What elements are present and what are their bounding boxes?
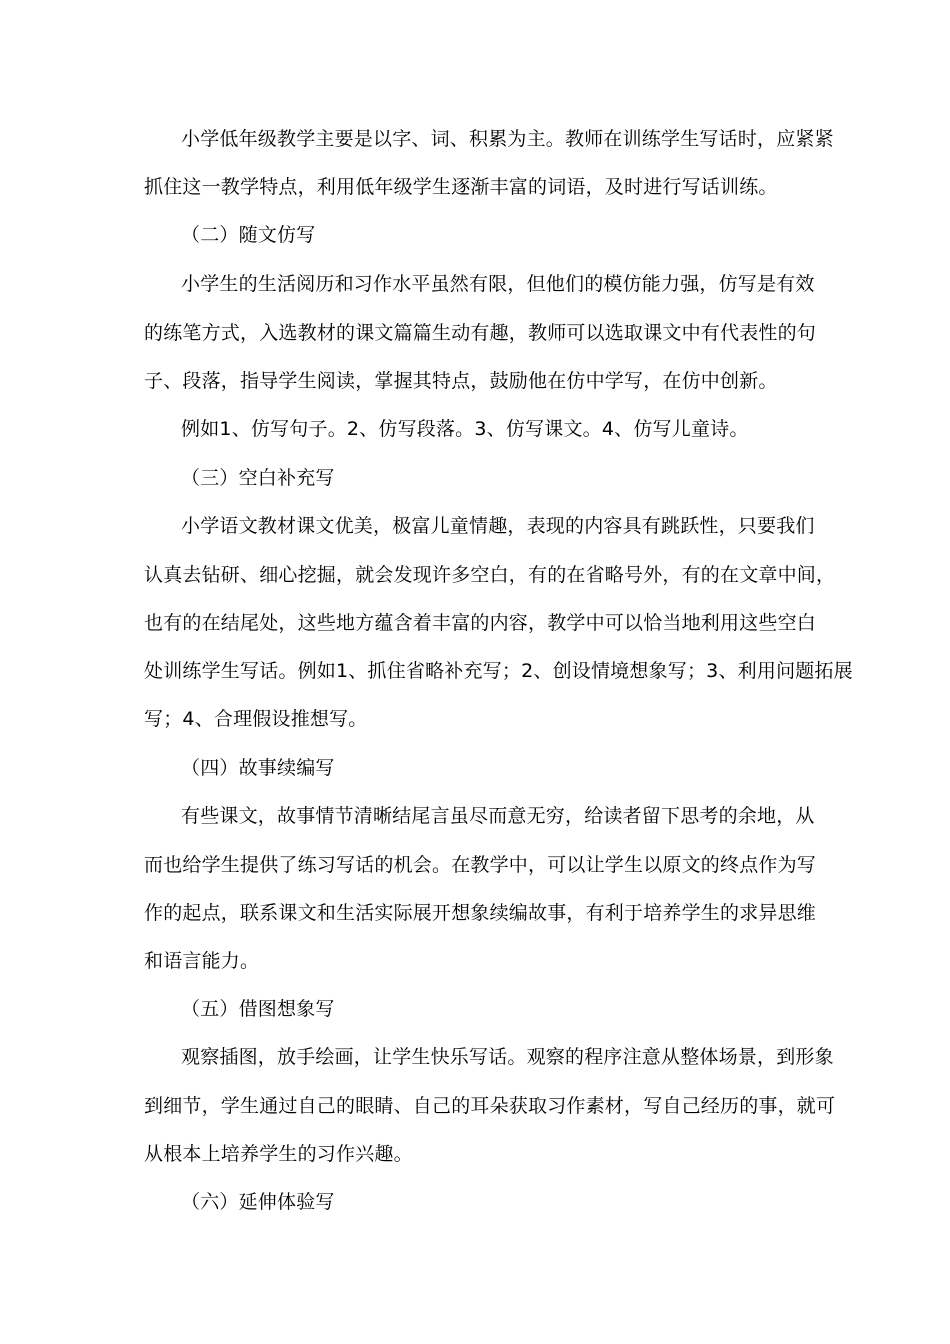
paragraph-line: 的练笔方式，入选教材的课文篇篇生动有趣，教师可以选取课文中有代表性的句	[144, 322, 817, 344]
paragraph-line: 抓住这一教学特点，利用低年级学生逐渐丰富的词语，及时进行写话训练。	[144, 176, 778, 198]
paragraph-line: 例如1、仿写句子。2、仿写段落。3、仿写课文。4、仿写儿童诗。	[181, 418, 749, 440]
paragraph-line: 小学低年级教学主要是以字、词、积累为主。教师在训练学生写话时，应紧紧	[181, 128, 834, 150]
paragraph-line: 写；4、合理假设推想写。	[144, 708, 368, 730]
paragraph-line: 认真去钻研、细心挖掘，就会发现许多空白，有的在省略号外，有的在文章中间，	[144, 564, 836, 586]
paragraph-line: 观察插图，放手绘画，让学生快乐写话。观察的程序注意从整体场景，到形象	[181, 1046, 834, 1068]
section-heading: （二）随文仿写	[181, 224, 316, 246]
paragraph-line: 和语言能力。	[144, 950, 260, 972]
paragraph-line: 作的起点，联系课文和生活实际展开想象续编故事，有利于培养学生的求异思维	[144, 902, 817, 924]
paragraph-line: 而也给学生提供了练习写话的机会。在教学中，可以让学生以原文的终点作为写	[144, 854, 817, 876]
paragraph-line: 从根本上培养学生的习作兴趣。	[144, 1143, 413, 1165]
paragraph-line: 到细节，学生通过自己的眼睛、自己的耳朵获取习作素材，写自己经历的事，就可	[144, 1095, 836, 1117]
paragraph-line: 小学生的生活阅历和习作水平虽然有限，但他们的模仿能力强，仿写是有效	[181, 273, 815, 295]
section-heading: （五）借图想象写	[181, 998, 335, 1020]
section-heading: （三）空白补充写	[181, 467, 335, 489]
paragraph-line: 子、段落，指导学生阅读，掌握其特点，鼓励他在仿中学写，在仿中创新。	[144, 370, 778, 392]
paragraph-line: 也有的在结尾处，这些地方蕴含着丰富的内容，教学中可以恰当地利用这些空白	[144, 612, 817, 634]
paragraph-line: 处训练学生写话。例如1、抓住省略补充写；2、创设情境想象写；3、利用问题拓展	[144, 660, 853, 682]
paragraph-line: 小学语文教材课文优美，极富儿童情趣，表现的内容具有跳跃性，只要我们	[181, 515, 815, 537]
section-heading: （六）延伸体验写	[181, 1191, 335, 1213]
paragraph-line: 有些课文，故事情节清晰结尾言虽尽而意无穷，给读者留下思考的余地，从	[181, 805, 815, 827]
section-heading: （四）故事续编写	[181, 757, 335, 779]
